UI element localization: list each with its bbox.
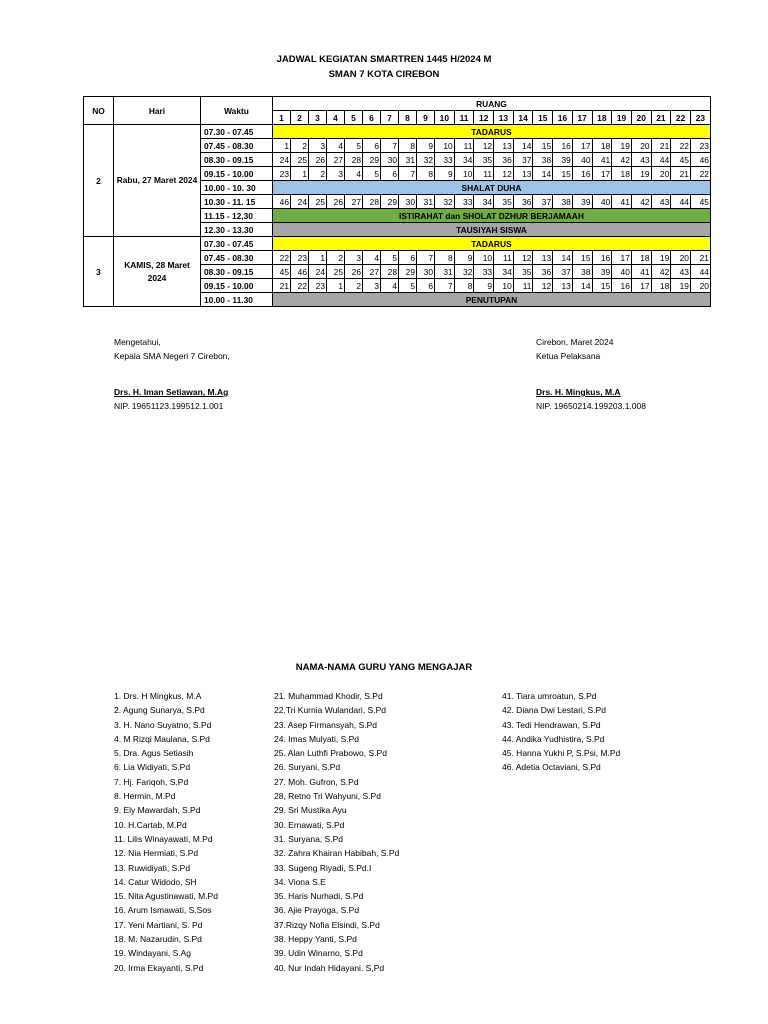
group-cell: 5 <box>381 251 399 265</box>
teacher-item: 36. Ajie Prayoga, S.Pd <box>274 905 360 916</box>
group-cell: 3 <box>345 251 363 265</box>
group-cell: 27 <box>345 195 363 209</box>
room-number: 13 <box>494 111 514 125</box>
group-cell: 22 <box>690 167 710 181</box>
group-cell: 21 <box>273 279 291 293</box>
group-cell: 8 <box>399 139 417 153</box>
teacher-item: 7. Hj. Fariqoh, S.Pd <box>114 776 189 787</box>
group-cell: 28 <box>363 195 381 209</box>
group-cell: 23 <box>309 279 327 293</box>
group-cell: 5 <box>345 139 363 153</box>
teacher-item: 13. Ruwidiyati, S.Pd <box>114 862 191 873</box>
group-cell: 14 <box>533 167 553 181</box>
group-cell: 31 <box>417 195 435 209</box>
group-cell: 21 <box>651 139 671 153</box>
group-cell: 19 <box>631 167 651 181</box>
group-cell: 17 <box>572 139 592 153</box>
room-number: 4 <box>327 111 345 125</box>
group-cell: 46 <box>690 153 710 167</box>
group-cell: 6 <box>399 251 417 265</box>
activity-label: ISTIRAHAT dan SHOLAT DZHUR BERJAMAAH <box>273 209 711 223</box>
teacher-item: 22.Tri Kurnia Wulandari, S.Pd <box>274 705 386 716</box>
group-cell: 29 <box>399 265 417 279</box>
group-cell: 10 <box>435 139 455 153</box>
group-cell: 34 <box>474 195 494 209</box>
teacher-item: 28, Retno Tri Wahyuni, S.Pd <box>274 791 381 802</box>
group-cell: 41 <box>612 195 632 209</box>
group-cell: 39 <box>572 195 592 209</box>
group-cell: 20 <box>651 167 671 181</box>
time-slot: 10.30 - 11. 15 <box>201 195 273 209</box>
group-cell: 1 <box>309 251 327 265</box>
room-number: 15 <box>533 111 553 125</box>
day-name: KAMIS, 28 Maret 2024 <box>114 237 201 307</box>
group-cell: 6 <box>417 279 435 293</box>
group-cell: 36 <box>494 153 514 167</box>
schedule-row <box>84 237 711 251</box>
room-number: 2 <box>291 111 309 125</box>
group-cell: 1 <box>327 279 345 293</box>
group-cell: 40 <box>612 265 632 279</box>
group-cell: 11 <box>494 251 514 265</box>
teacher-item: 40. Nur Indah Hidayani. S,Pd <box>274 962 385 973</box>
group-cell: 18 <box>592 139 612 153</box>
room-number: 14 <box>513 111 533 125</box>
group-cell: 22 <box>291 279 309 293</box>
header-hari: Hari <box>114 97 201 125</box>
group-cell: 7 <box>435 279 455 293</box>
teacher-item: 10. H.Cartab, M.Pd <box>114 819 187 830</box>
group-cell: 9 <box>435 167 455 181</box>
teacher-item: 46. Adetia Octaviani, S.Pd <box>502 762 601 773</box>
group-cell: 11 <box>513 279 533 293</box>
group-cell: 17 <box>612 251 632 265</box>
room-number: 3 <box>309 111 327 125</box>
group-cell: 31 <box>399 153 417 167</box>
room-number: 7 <box>381 111 399 125</box>
activity-label: TAUSIYAH SISWA <box>273 223 711 237</box>
group-cell: 2 <box>327 251 345 265</box>
teacher-item: 8. Hermin, M.Pd <box>114 791 176 802</box>
group-cell: 12 <box>494 167 514 181</box>
room-number: 12 <box>474 111 494 125</box>
group-cell: 16 <box>553 139 573 153</box>
teacher-item: 45. Hanna Yukhi P, S.Psi, M.Pd <box>502 748 621 759</box>
group-cell: 3 <box>327 167 345 181</box>
teacher-item: 18. M. Nazarudin, S.Pd <box>114 934 202 945</box>
group-cell: 1 <box>291 167 309 181</box>
group-cell: 12 <box>513 251 533 265</box>
group-cell: 13 <box>533 251 553 265</box>
room-number: 21 <box>651 111 671 125</box>
teacher-item: 5. Dra. Agus Setiasih <box>114 748 194 759</box>
room-number: 22 <box>671 111 691 125</box>
teacher-item: 26. Suryani, S.Pd <box>274 762 341 773</box>
signature-left-nip: NIP. 19651123.199512.1.001 <box>114 401 224 411</box>
room-number: 5 <box>345 111 363 125</box>
teacher-item: 3. H. Nano Suyatno, S.Pd <box>114 719 212 730</box>
teacher-item: 17. Yeni Martiani, S. Pd <box>114 919 203 930</box>
group-cell: 24 <box>309 265 327 279</box>
group-cell: 34 <box>454 153 474 167</box>
time-slot: 11.15 - 12,30 <box>201 209 273 223</box>
header-no: NO <box>84 97 114 125</box>
group-cell: 8 <box>417 167 435 181</box>
room-number: 18 <box>592 111 612 125</box>
group-cell: 26 <box>345 265 363 279</box>
group-cell: 17 <box>592 167 612 181</box>
group-cell: 2 <box>291 139 309 153</box>
group-cell: 38 <box>533 153 553 167</box>
teacher-item: 12. Nia Hermiati, S.Pd <box>114 848 199 859</box>
group-cell: 14 <box>553 251 573 265</box>
group-cell: 42 <box>631 195 651 209</box>
group-cell: 28 <box>381 265 399 279</box>
group-cell: 7 <box>399 167 417 181</box>
group-cell: 27 <box>363 265 381 279</box>
group-cell: 10 <box>454 167 474 181</box>
group-cell: 10 <box>474 251 494 265</box>
group-cell: 4 <box>327 139 345 153</box>
signature-left-line2: Kepala SMA Negeri 7 Cirebon, <box>114 351 230 361</box>
teacher-item: 14. Catur Widodo, SH <box>114 876 197 887</box>
group-cell: 39 <box>592 265 612 279</box>
teacher-item: 9. Ely Mawardah, S.Pd <box>114 805 201 816</box>
group-cell: 45 <box>690 195 710 209</box>
group-cell: 16 <box>612 279 632 293</box>
schedule-row <box>84 125 711 139</box>
time-slot: 09.15 - 10.00 <box>201 167 273 181</box>
group-cell: 20 <box>631 139 651 153</box>
group-cell: 41 <box>631 265 651 279</box>
group-cell: 32 <box>435 195 455 209</box>
group-cell: 18 <box>631 251 651 265</box>
room-number: 10 <box>435 111 455 125</box>
group-cell: 3 <box>309 139 327 153</box>
group-cell: 14 <box>513 139 533 153</box>
teacher-item: 27. Moh. Gufron, S.Pd <box>274 776 359 787</box>
group-cell: 26 <box>309 153 327 167</box>
room-number: 1 <box>273 111 291 125</box>
group-cell: 11 <box>454 139 474 153</box>
group-cell: 20 <box>690 279 710 293</box>
group-cell: 7 <box>381 139 399 153</box>
header-ruang: RUANG <box>273 97 711 111</box>
group-cell: 16 <box>572 167 592 181</box>
schedule-table <box>83 96 711 307</box>
teacher-item: 11. Lilis Winayawati, M.Pd <box>114 833 213 844</box>
group-cell: 40 <box>592 195 612 209</box>
group-cell: 19 <box>651 251 671 265</box>
room-number: 19 <box>612 111 632 125</box>
teacher-item: 4. M Rizqi Maulana, S.Pd <box>114 733 210 744</box>
teacher-list-col2 <box>274 689 399 975</box>
group-cell: 15 <box>572 251 592 265</box>
group-cell: 16 <box>592 251 612 265</box>
time-slot: 10.00 - 10. 30 <box>201 181 273 195</box>
group-cell: 24 <box>291 195 309 209</box>
teacher-item: 31. Suryana, S.Pd <box>274 833 343 844</box>
signature-right <box>536 335 646 413</box>
group-cell: 6 <box>381 167 399 181</box>
teacher-item: 39. Udin Winarno, S.Pd <box>274 948 363 959</box>
group-cell: 30 <box>381 153 399 167</box>
group-cell: 23 <box>690 139 710 153</box>
group-cell: 33 <box>435 153 455 167</box>
group-cell: 5 <box>363 167 381 181</box>
teacher-item: 2. Agung Sunarya, S.Pd <box>114 705 205 716</box>
group-cell: 41 <box>592 153 612 167</box>
group-cell: 25 <box>309 195 327 209</box>
group-cell: 11 <box>474 167 494 181</box>
group-cell: 17 <box>631 279 651 293</box>
day-number: 2 <box>84 125 114 237</box>
group-cell: 12 <box>474 139 494 153</box>
signature-right-nip: NIP. 19650214.199203.1.008 <box>536 401 646 411</box>
group-cell: 35 <box>513 265 533 279</box>
group-cell: 14 <box>572 279 592 293</box>
signature-right-name: Drs. H. Mingkus, M.A <box>536 387 621 397</box>
group-cell: 26 <box>327 195 345 209</box>
teacher-item: 19. Windayani, S.Ag <box>114 948 192 959</box>
group-cell: 25 <box>291 153 309 167</box>
teacher-item: 1. Drs. H Mingkus, M.A <box>114 691 202 701</box>
activity-label: PENUTUPAN <box>273 293 711 307</box>
document-subtitle: SMAN 7 KOTA CIREBON <box>328 69 440 80</box>
room-number: 11 <box>454 111 474 125</box>
time-slot: 12.30 - 13.30 <box>201 223 273 237</box>
group-cell: 45 <box>671 153 691 167</box>
group-cell: 3 <box>363 279 381 293</box>
group-cell: 13 <box>553 279 573 293</box>
group-cell: 32 <box>417 153 435 167</box>
teacher-item: 43. Tedi Hendrawan, S.Pd <box>502 719 601 730</box>
group-cell: 44 <box>671 195 691 209</box>
day-name: Rabu, 27 Maret 2024 <box>114 125 201 237</box>
group-cell: 25 <box>327 265 345 279</box>
group-cell: 35 <box>494 195 514 209</box>
group-cell: 36 <box>513 195 533 209</box>
time-slot: 07.45 - 08.30 <box>201 139 273 153</box>
time-slot: 09.15 - 10.00 <box>201 279 273 293</box>
group-cell: 33 <box>454 195 474 209</box>
group-cell: 2 <box>345 279 363 293</box>
group-cell: 31 <box>435 265 455 279</box>
activity-label: TADARUS <box>273 125 711 139</box>
group-cell: 22 <box>273 251 291 265</box>
room-number: 23 <box>690 111 710 125</box>
room-number: 9 <box>417 111 435 125</box>
group-cell: 32 <box>454 265 474 279</box>
group-cell: 28 <box>345 153 363 167</box>
teacher-item: 21. Muhammad Khodir, S.Pd <box>274 691 383 701</box>
group-cell: 29 <box>363 153 381 167</box>
group-cell: 13 <box>513 167 533 181</box>
teacher-item: 25. Alan Luthfi Prabowo, S.Pd <box>274 748 387 759</box>
group-cell: 4 <box>345 167 363 181</box>
group-cell: 38 <box>572 265 592 279</box>
group-cell: 8 <box>454 279 474 293</box>
time-slot: 07.30 - 07.45 <box>201 237 273 251</box>
group-cell: 9 <box>417 139 435 153</box>
group-cell: 21 <box>690 251 710 265</box>
group-cell: 8 <box>435 251 455 265</box>
time-slot: 07.45 - 08.30 <box>201 251 273 265</box>
teacher-item: 6. Lia Widiyati, S.Pd <box>114 762 191 773</box>
group-cell: 2 <box>309 167 327 181</box>
group-cell: 15 <box>533 139 553 153</box>
group-cell: 20 <box>671 251 691 265</box>
group-cell: 42 <box>612 153 632 167</box>
signature-right-line1: Cirebon, Maret 2024 <box>536 337 614 347</box>
group-cell: 35 <box>474 153 494 167</box>
signature-left-line1: Mengetahui, <box>114 337 161 347</box>
group-cell: 1 <box>273 139 291 153</box>
group-cell: 34 <box>494 265 514 279</box>
group-cell: 18 <box>651 279 671 293</box>
group-cell: 5 <box>399 279 417 293</box>
header-waktu: Waktu <box>201 97 273 125</box>
group-cell: 18 <box>612 167 632 181</box>
group-cell: 37 <box>533 195 553 209</box>
teacher-item: 29. Sri Mustika Ayu <box>274 805 347 816</box>
teacher-item: 37.Rizqy Nofia Elsindi, S.Pd <box>274 919 380 930</box>
teacher-list-col3 <box>502 689 620 775</box>
signature-left <box>114 335 230 413</box>
signature-left-name: Drs. H. Iman Setiawan, M.Ag <box>114 387 229 397</box>
group-cell: 30 <box>399 195 417 209</box>
room-number: 16 <box>553 111 573 125</box>
teacher-list-col1 <box>114 689 218 975</box>
group-cell: 13 <box>494 139 514 153</box>
group-cell: 37 <box>553 265 573 279</box>
room-number: 6 <box>363 111 381 125</box>
day-number: 3 <box>84 237 114 307</box>
teacher-item: 32. Zahra Khairan Habibah, S.Pd <box>274 848 400 859</box>
time-slot: 07.30 - 07.45 <box>201 125 273 139</box>
group-cell: 24 <box>273 153 291 167</box>
group-cell: 4 <box>381 279 399 293</box>
group-cell: 44 <box>690 265 710 279</box>
teacher-item: 35. Haris Nurhadi, S.Pd <box>274 891 364 902</box>
group-cell: 12 <box>533 279 553 293</box>
teacher-item: 24. Imas Mulyati, S.Pd <box>274 733 360 744</box>
teacher-item: 16. Arum Ismawati, S.Sos <box>114 905 212 916</box>
group-cell: 10 <box>494 279 514 293</box>
group-cell: 22 <box>671 139 691 153</box>
activity-label: SHALAT DUHA <box>273 181 711 195</box>
group-cell: 27 <box>327 153 345 167</box>
group-cell: 46 <box>291 265 309 279</box>
teacher-item: 30. Ernawati, S.Pd <box>274 819 345 830</box>
group-cell: 37 <box>513 153 533 167</box>
group-cell: 15 <box>553 167 573 181</box>
group-cell: 23 <box>273 167 291 181</box>
group-cell: 43 <box>631 153 651 167</box>
group-cell: 33 <box>474 265 494 279</box>
teacher-item: 44. Andika Yudhistira, S.Pd <box>502 733 605 744</box>
group-cell: 42 <box>651 265 671 279</box>
time-slot: 10.00 - 11.30 <box>201 293 273 307</box>
group-cell: 38 <box>553 195 573 209</box>
group-cell: 43 <box>671 265 691 279</box>
group-cell: 4 <box>363 251 381 265</box>
group-cell: 46 <box>273 195 291 209</box>
teachers-title: NAMA-NAMA GURU YANG MENGAJAR <box>295 662 473 673</box>
room-number: 20 <box>631 111 651 125</box>
group-cell: 21 <box>671 167 691 181</box>
room-number: 8 <box>399 111 417 125</box>
time-slot: 08.30 - 09.15 <box>201 265 273 279</box>
teacher-item: 38. Heppy Yanti, S.Pd <box>274 934 357 945</box>
room-number: 17 <box>572 111 592 125</box>
teacher-item: 41. Tiara umroatun, S.Pd <box>502 691 597 701</box>
group-cell: 45 <box>273 265 291 279</box>
group-cell: 39 <box>553 153 573 167</box>
document-title: JADWAL KEGIATAN SMARTREN 1445 H/2024 M <box>276 54 492 65</box>
group-cell: 9 <box>454 251 474 265</box>
activity-label: TADARUS <box>273 237 711 251</box>
group-cell: 30 <box>417 265 435 279</box>
signature-right-line2: Ketua Pelaksana <box>536 351 601 361</box>
time-slot: 08.30 - 09.15 <box>201 153 273 167</box>
group-cell: 29 <box>381 195 399 209</box>
group-cell: 7 <box>417 251 435 265</box>
teacher-item: 15. Nita Agustinawati, M.Pd <box>114 891 218 902</box>
teacher-item: 34. Viona S.E <box>274 876 326 887</box>
group-cell: 40 <box>572 153 592 167</box>
group-cell: 15 <box>592 279 612 293</box>
teacher-item: 20. Irma Ekayanti, S.Pd <box>114 962 204 973</box>
group-cell: 6 <box>363 139 381 153</box>
group-cell: 43 <box>651 195 671 209</box>
group-cell: 44 <box>651 153 671 167</box>
group-cell: 23 <box>291 251 309 265</box>
group-cell: 19 <box>612 139 632 153</box>
teacher-item: 23. Asep Firmansyah, S.Pd <box>274 719 377 730</box>
group-cell: 36 <box>533 265 553 279</box>
group-cell: 19 <box>671 279 691 293</box>
header-row <box>84 97 711 111</box>
teacher-item: 33. Sugeng Riyadi, S.Pd.I <box>274 862 372 873</box>
teacher-item: 42. Diana Dwi Lestari, S.Pd <box>502 705 606 716</box>
group-cell: 9 <box>474 279 494 293</box>
